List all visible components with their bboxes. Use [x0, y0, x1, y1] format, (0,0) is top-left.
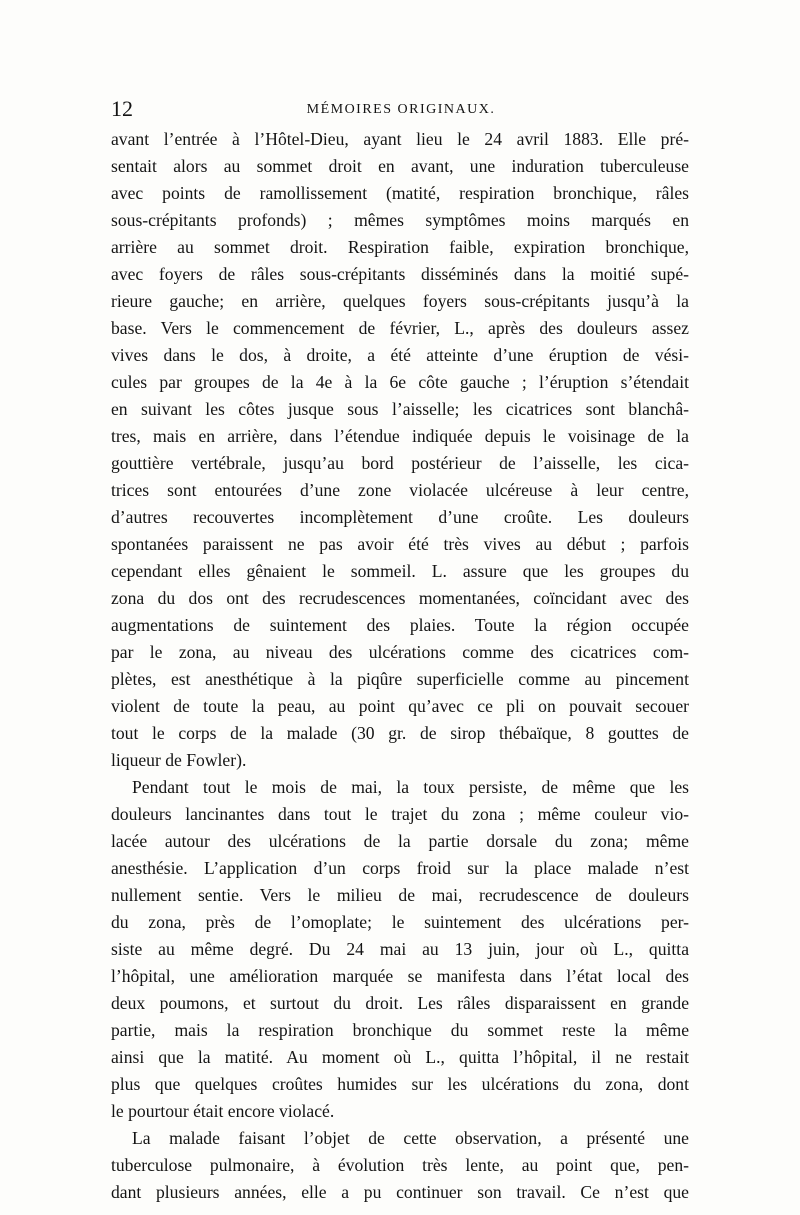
text-line: augmentations de suintement des plaies. Toute la région occupée — [111, 615, 689, 635]
text-line: partie, mais la respiration bronchique du sommet reste la même — [111, 1020, 689, 1040]
text-line: plètes, est anesthétique à la piqûre superficielle comme au pincement — [111, 669, 689, 689]
text-line: La malade faisant l’objet de cette observation, a présenté une — [132, 1128, 689, 1148]
text-line: trices sont entourées d’une zone violacée ulcéreuse à leur centre, — [111, 480, 689, 500]
text-line: plus que quelques croûtes humides sur les ulcérations du zona, dont — [111, 1074, 689, 1094]
text-line: douleurs lancinantes dans tout le trajet du zona ; même couleur vio- — [111, 804, 689, 824]
page-header — [111, 94, 691, 124]
text-line: tout le corps de la malade (30 gr. de sirop thébaïque, 8 gouttes de — [111, 723, 689, 743]
text-line: avant l’entrée à l’Hôtel-Dieu, ayant lieu le 24 avril 1883. Elle pré- — [111, 129, 689, 149]
text-line: par le zona, au niveau des ulcérations comme des cicatrices com- — [111, 642, 689, 662]
text-line: cependant elles gênaient le sommeil. L. assure que les groupes du — [111, 561, 689, 581]
text-line: l’hôpital, une amélioration marquée se manifesta dans l’état local des — [111, 966, 689, 986]
text-line: d’autres recouvertes incomplètement d’une croûte. Les douleurs — [111, 507, 689, 527]
text-line: vives dans le dos, à droite, a été atteinte d’une éruption de vési- — [111, 345, 689, 365]
text-line: le pourtour était encore violacé. — [111, 1101, 335, 1121]
running-title: MÉMOIRES ORIGINAUX. — [306, 102, 496, 117]
text-line: liqueur de Fowler). — [111, 750, 247, 770]
text-line: sentait alors au sommet droit en avant, une induration tuberculeuse — [111, 156, 689, 176]
text-line: violent de toute la peau, au point qu’avec ce pli on pouvait secouer — [111, 696, 689, 716]
page-number: 12 — [111, 96, 133, 121]
text-line: zona du dos ont des recrudescences momentanées, coïncidant avec des — [111, 588, 689, 608]
text-line: Pendant tout le mois de mai, la toux persiste, de même que les — [132, 777, 689, 797]
text-line: base. Vers le commencement de février, L., après des douleurs assez — [111, 318, 689, 338]
text-line: ainsi que la matité. Au moment où L., quitta l’hôpital, il ne restait — [111, 1047, 689, 1067]
text-line: tres, mais en arrière, dans l’étendue indiquée depuis le voisinage de la — [111, 426, 689, 446]
text-line: spontanées paraissent ne pas avoir été très vives au début ; parfois — [111, 534, 689, 554]
paragraph — [111, 1125, 689, 1206]
text-line: sous-crépitants profonds) ; mêmes symptômes moins marqués en — [111, 210, 689, 230]
text-line: anesthésie. L’application d’un corps froid sur la place malade n’est — [111, 858, 689, 878]
text-line: avec foyers de râles sous-crépitants disséminés dans la moitié supé- — [111, 264, 689, 284]
body-text — [111, 126, 689, 1206]
paragraph — [111, 774, 689, 1125]
text-line: arrière au sommet droit. Respiration faible, expiration bronchique, — [111, 237, 689, 257]
text-line: rieure gauche; en arrière, quelques foyers sous-crépitants jusqu’à la — [111, 291, 689, 311]
text-line: deux poumons, et surtout du droit. Les râles disparaissent en grande — [111, 993, 689, 1013]
text-line: siste au même degré. Du 24 mai au 13 juin, jour où L., quitta — [111, 939, 689, 959]
text-line: en suivant les côtes jusque sous l’aisselle; les cicatrices sont blanchâ- — [111, 399, 689, 419]
text-line: gouttière vertébrale, jusqu’au bord postérieur de l’aisselle, les cica- — [111, 453, 689, 473]
text-line: dant plusieurs années, elle a pu continuer son travail. Ce n’est que — [111, 1182, 689, 1202]
text-line: lacée autour des ulcérations de la partie dorsale du zona; même — [111, 831, 689, 851]
text-line: du zona, près de l’omoplate; le suintement des ulcérations per- — [111, 912, 689, 932]
text-line: tuberculose pulmonaire, à évolution très lente, au point que, pen- — [111, 1155, 689, 1175]
paragraph — [111, 126, 689, 774]
text-line: nullement sentie. Vers le milieu de mai, recrudescence de douleurs — [111, 885, 689, 905]
text-line: avec points de ramollissement (matité, respiration bronchique, râles — [111, 183, 689, 203]
text-line: cules par groupes de la 4e à la 6e côte gauche ; l’éruption s’étendait — [111, 372, 689, 392]
